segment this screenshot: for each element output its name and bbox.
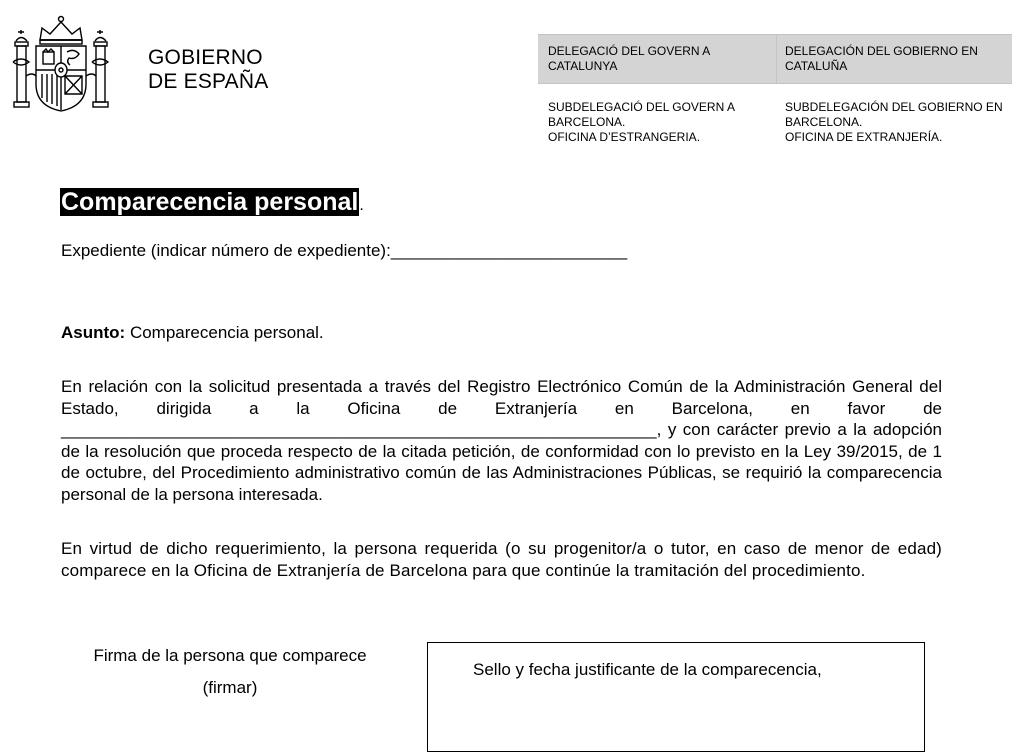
coat-of-arms-icon xyxy=(12,14,110,114)
header-divider xyxy=(776,35,777,83)
subdelegacio-cat-line2: OFICINA D’ESTRANGERIA. xyxy=(548,130,701,144)
expediente-field: Expediente (indicar número de expediente):_________________________ xyxy=(61,241,628,260)
gobierno-line2: DE ESPAÑA xyxy=(148,70,269,93)
subdelegacion-es-line2: OFICINA DE EXTRANJERÍA. xyxy=(785,130,943,144)
asunto-label: Asunto: xyxy=(61,323,126,342)
asunto-text: Comparecencia personal. xyxy=(125,323,324,342)
subdelegacion-spanish xyxy=(785,100,1007,145)
delegacio-catalan: DELEGACIÓ DEL GOVERN A CATALUNYA xyxy=(548,44,710,73)
subdelegacio-catalan xyxy=(548,100,766,145)
firma-label: Firma de la persona que comparece xyxy=(93,646,367,665)
signature-section xyxy=(60,645,400,698)
asunto-line xyxy=(61,322,324,343)
document-title xyxy=(60,187,364,221)
subdelegacion-es-line1: SUBDELEGACIÓN DEL GOBIERNO EN BARCELONA. xyxy=(785,100,1003,129)
gobierno-de-espana-wordmark xyxy=(148,46,268,94)
document-title-text: Comparecencia personal xyxy=(61,188,359,216)
firma-note: (firmar) xyxy=(202,678,258,697)
paragraph-solicitud: En relación con la solicitud presentada a través del Registro Electrónico Común de la Administración General del Estado, dirigida a la Oficina de Extranjería en Barcelona, en favor de _______________________________________________________________, y con carácter previo a la adopción de la resolución que proceda respecto de la citada petición, de conformidad con lo previsto en la Ley 39/2015, de 1 de octubre, del Procedimiento administrativo común de las Administraciones Públicas, se requirió la comparecencia personal de la persona interesada. xyxy=(61,377,942,504)
sello-label: Sello y fecha justificante de la comparecencia, xyxy=(473,660,822,679)
document-title-period: . xyxy=(359,197,364,214)
delegacion-spanish: DELEGACIÓN DEL GOBIERNO EN CATALUÑA xyxy=(785,44,978,73)
sello-box xyxy=(427,642,925,752)
subdelegacion-header-row xyxy=(538,99,1012,149)
paragraph-requerimiento: En virtud de dicho requerimiento, la persona requerida (o su progenitor/a o tutor, en caso de menor de edad) comparece en la Oficina de Extranjería de Barcelona para que continúe la tramitación del procedimiento. xyxy=(61,539,942,580)
gobierno-line1: GOBIERNO xyxy=(148,46,263,69)
subdelegacio-cat-line1: SUBDELEGACIÓ DEL GOVERN A BARCELONA. xyxy=(548,100,735,129)
delegacion-header-row xyxy=(538,34,1012,84)
